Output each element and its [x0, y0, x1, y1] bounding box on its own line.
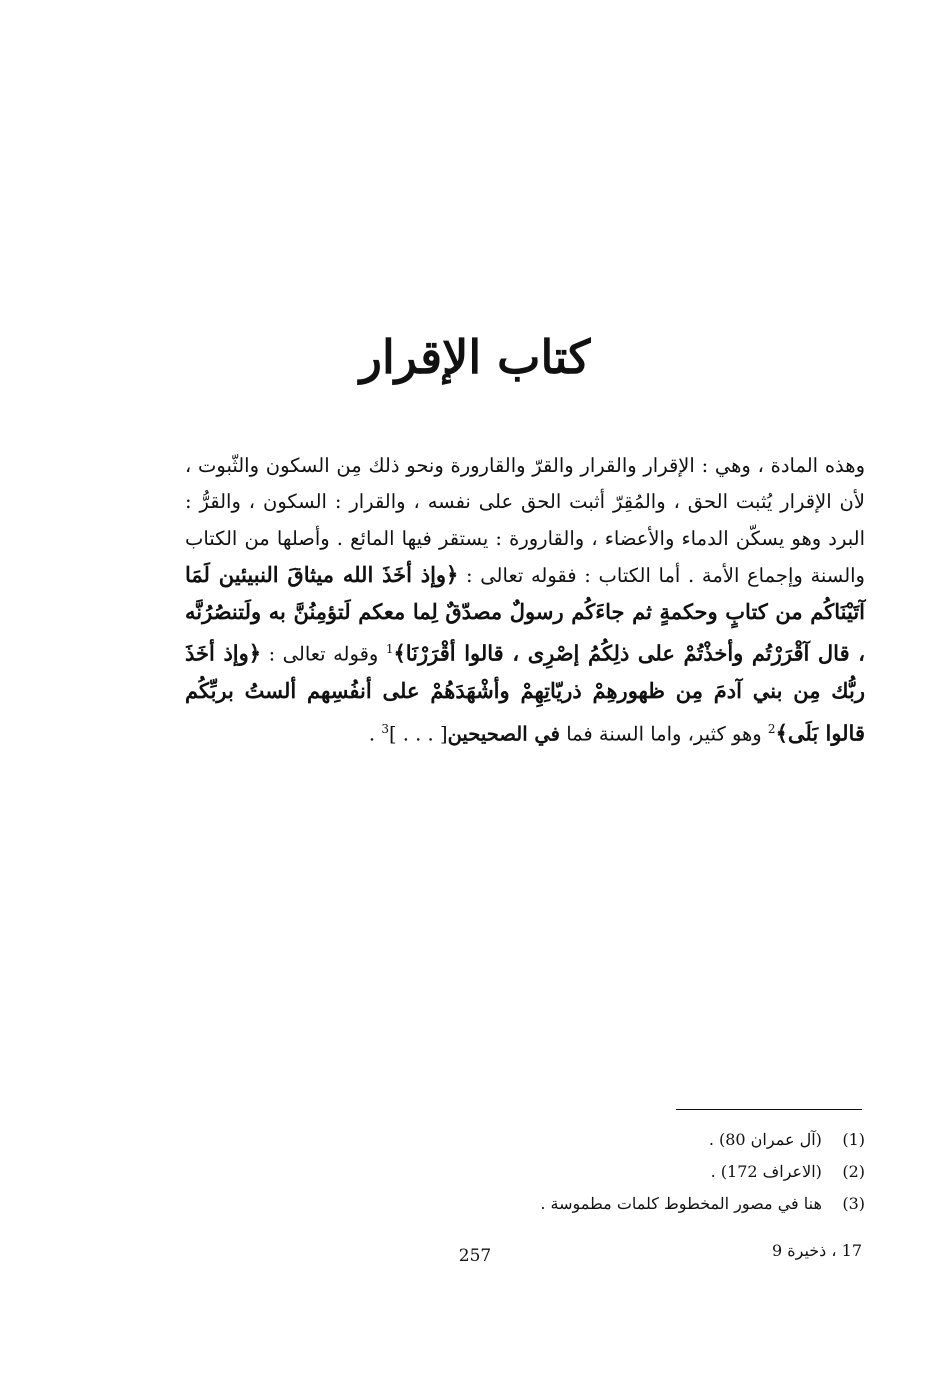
- footnote-ref-3: 3: [381, 721, 389, 736]
- body-text-2: وقوله تعالى :: [268, 642, 379, 666]
- footnote-text: (الاعراف 172) .: [710, 1162, 822, 1181]
- body-text-3: وهو كثير، واما السنة فما: [566, 722, 762, 746]
- sentence-end: .: [368, 722, 382, 746]
- footnotes: [300, 1124, 865, 1220]
- footnote-3: [300, 1188, 865, 1220]
- footnote-2: [300, 1156, 865, 1188]
- footnote-number: (3): [842, 1194, 865, 1213]
- bold-phrase: في الصحيحين: [447, 722, 560, 746]
- footnote-ref-1: 1: [385, 642, 394, 657]
- footnote-ref-2: 2: [767, 721, 776, 736]
- footnote-number: (2): [842, 1162, 865, 1181]
- ellipsis-bracket: [ . . . ]: [388, 722, 448, 746]
- footnote-text: هنا في مصور المخطوط كلمات مطموسة .: [540, 1194, 822, 1213]
- quran-verse-1: ﴿وإذ أخَذَ الله ميثاقَ النبيئين لَمَا آتَيْنَاكُم من كتابٍ وحكمةٍ ثم جاءَكُم رسولٌ مصدّقٌ لِما معكم لَتؤمِنُنَّ به ولَتنصُرُنَّه ، قال آقْرَرْتُم وأخذْتُمْ على ذلِكُمُ إصْرِى ، قالوا أقْرَرْنَا﴾: [185, 561, 865, 666]
- footnote-1: [300, 1124, 865, 1156]
- quran-verse-2: ﴿وإذ أخَذَ ربُّك مِن بني آدمَ مِن ظهورهِمْ ذريّاتِهِمْ وأشْهَدَهُمْ على أنفُسِهم ألستُ بربِّكُم قالوا بَلَى﴾: [185, 640, 865, 746]
- page-number: 257: [458, 1246, 492, 1266]
- footnote-number: (1): [842, 1130, 865, 1149]
- chapter-title: كتاب الإقرار: [359, 330, 591, 384]
- body-text-1: وهذه المادة ، وهي : الإقرار والقرار والقرّ والقارورة ونحو ذلك مِن السكون والثّبوت ، لأن الإقرار يُثبت الحق ، والمُقِرّ أثبت الحق على نفسه ، والقرار : السكون ، والقرُّ : البرد وهو يسكّن الدماء والأعضاء ، والقارورة : يستقر فيها المائع . وأصلها من الكتاب والسنة وإجماع الأمة . أما الكتاب : فقوله تعالى :: [185, 454, 865, 587]
- footnote-text: (آل عمران 80) .: [708, 1130, 822, 1149]
- signature-mark: 17 ، ذخيرة 9: [771, 1241, 862, 1260]
- footnote-divider: [676, 1109, 862, 1110]
- body-paragraph: [185, 448, 865, 752]
